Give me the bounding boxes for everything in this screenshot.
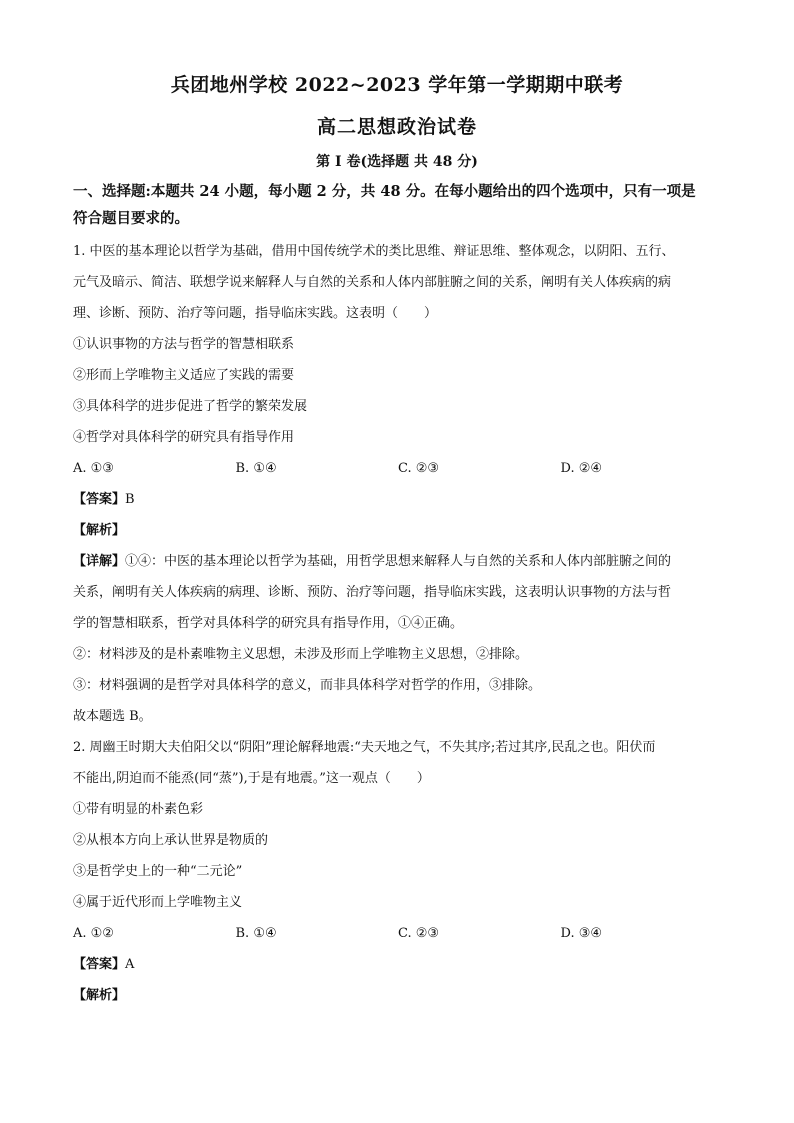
option-c: C. ②③ <box>398 926 440 941</box>
statement-4: ④属于近代形而上学唯物主义 <box>73 895 243 910</box>
statement-4: ④哲学对具体科学的研究具有指导作用 <box>73 430 295 445</box>
option-d: D. ②④ <box>560 461 603 476</box>
exam-title: 兵团地州学校 2022~2023 学年第一学期期中联考 <box>170 74 624 96</box>
question-2-options <box>73 918 723 949</box>
analysis-label: 【解析】 <box>73 523 126 538</box>
question-2-stem: 2. 周幽王时期大夫伯阳父以“阴阳”理论解释地震:“夫天地之气，不失其序;若过其序,民乱之也。阳伏而 <box>73 740 656 755</box>
analysis-label: 【解析】 <box>73 988 126 1003</box>
section-heading: 一、选择题:本题共 24 小题，每小题 2 分，共 48 分。在每小题给出的四个选项中，只有一项是 符合题目要求的。 <box>73 183 696 227</box>
exam-subtitle: 高二思想政治试卷 <box>316 116 477 138</box>
answer-line: 【答案】B <box>73 492 135 507</box>
option-b: B. ①④ <box>235 926 277 941</box>
answer-value: A <box>125 957 135 972</box>
part-heading: 第 I 卷(选择题 共 48 分) <box>316 154 478 170</box>
statement-1: ①认识事物的方法与哲学的智慧相联系 <box>73 337 295 352</box>
question-1: 1. 中医的基本理论以哲学为基础，借用中国传统学术的类比思维、辩证思维、整体观念，以阴阳、五行、 元气及暗示、简洁、联想学说来解释人与自然的关系和人体内部脏腑之间的关系，阐明有关人体疾病的病 理、诊断、预防、治疗等问题，指导临床实践。这表明（ ） ①认识事物的方法与哲学的智慧相联系 ②形而上学唯物主义适应了实践的需要 ③具体科学的进步促进了哲学的繁荣发展 ④哲学对具体科学的研究具有指导作用 A. ①③ B. ①④ C. ②③ D. ②④ 【答案】B 【解析】 【详解】①④：中医的基本理论以哲学为基础，用哲学思想来解释人与自然的关系和人体内部脏腑之间的 关系，阐明有关人体疾病的病理、诊断、预防、治疗等问题，指导临床实践，这表明认识事物的方法与哲 学的智慧相联系，哲学对具体科学的研究具有指导作用，①④正确。 ②：材料涉及的是朴素唯物主义思想，未涉及形而上学唯物主义思想，②排除。 ③：材料强调的是哲学对具体科学的意义，而非具体科学对哲学的作用，③排除。 故本题选 B。 <box>73 236 723 732</box>
statement-3: ③是哲学史上的一种“二元论” <box>73 864 243 879</box>
answer-line: 【答案】A <box>73 957 135 972</box>
statement-2: ②形而上学唯物主义适应了实践的需要 <box>73 368 295 383</box>
question-1-options <box>73 453 723 484</box>
option-d: D. ③④ <box>560 926 603 941</box>
statement-3: ③具体科学的进步促进了哲学的繁荣发展 <box>73 399 308 414</box>
exam-content <box>73 178 723 1011</box>
option-b: B. ①④ <box>235 461 277 476</box>
option-c: C. ②③ <box>398 461 440 476</box>
answer-value: B <box>125 492 135 507</box>
option-a: A. ①② <box>73 926 114 941</box>
detail-line: 【详解】①④：中医的基本理论以哲学为基础，用哲学思想来解释人与自然的关系和人体内部脏腑之间的 <box>73 554 672 569</box>
option-a: A. ①③ <box>73 461 114 476</box>
question-1-stem: 1. 中医的基本理论以哲学为基础，借用中国传统学术的类比思维、辩证思维、整体观念，以阴阳、五行、 <box>73 244 675 259</box>
statement-2: ②从根本方向上承认世界是物质的 <box>73 833 269 848</box>
statement-1: ①带有明显的朴素色彩 <box>73 802 204 817</box>
question-2: 2. 周幽王时期大夫伯阳父以“阴阳”理论解释地震:“夫天地之气，不失其序;若过其序,民乱之也。阳伏而 不能出,阴迫而不能烝(同“蒸”),于是有地震。”这一观点（ ） ①带有明显的朴素色彩 ②从根本方向上承认世界是物质的 ③是哲学史上的一种“二元论” ④属于近代形而上学唯物主义 A. ①② B. ①④ C. ②③ D. ③④ 【答案】A 【解析】 <box>73 732 723 1011</box>
conclusion: 故本题选 B。 <box>73 709 152 724</box>
